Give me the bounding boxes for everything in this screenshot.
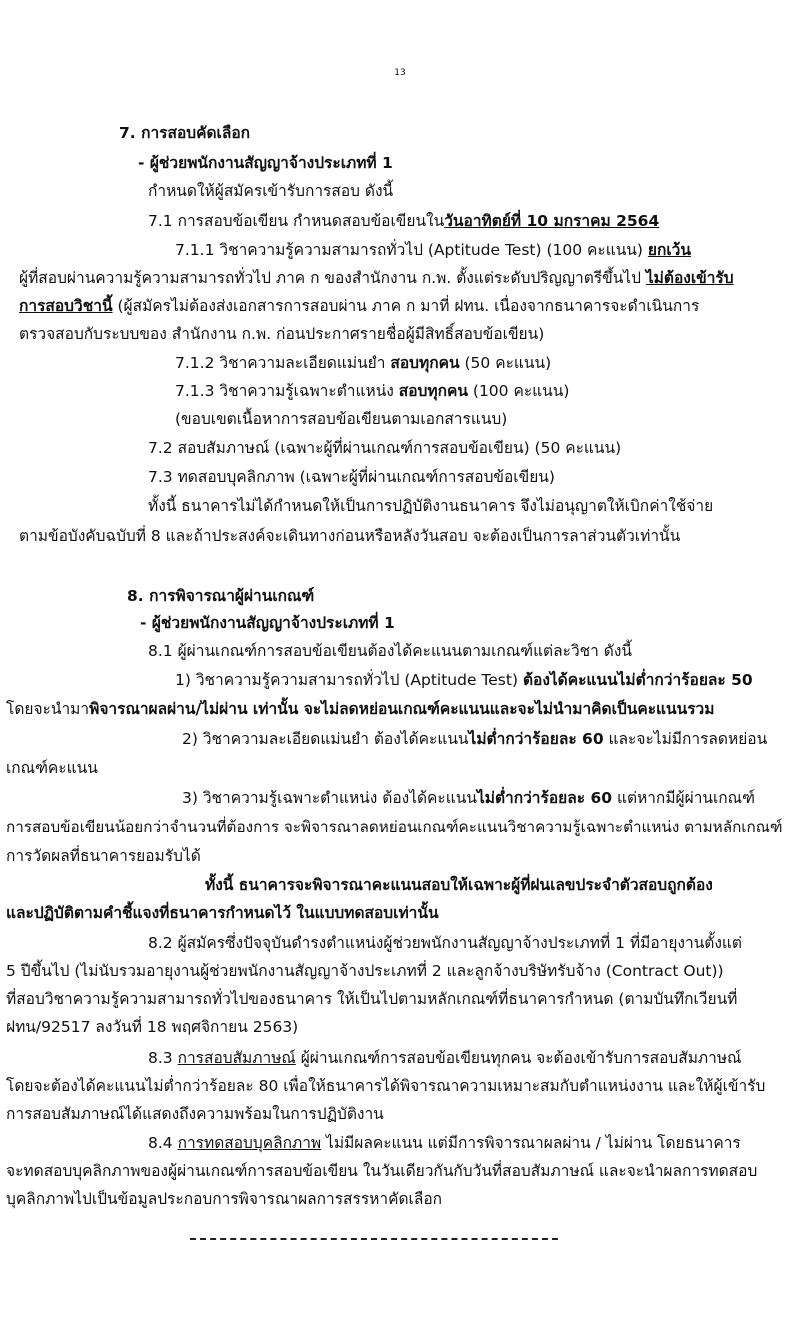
item-8-1: 8.1 ผู้ผ่านเกณฑ์การสอบข้อเขียนต้องได้คะแนนตามเกณฑ์แต่ละวิชา ดังนี้ <box>148 642 633 660</box>
item-7-1-1-line-2-bold: ไม่ต้องเข้ารับ <box>645 269 734 287</box>
item-8-3-title: การสอบสัมภาษณ์ <box>177 1049 296 1067</box>
criterion-3-bold: ไม่ต่ำกว่าร้อยละ 60 <box>476 789 613 807</box>
criterion-3-text: 3) วิชาความรู้เฉพาะตำแหน่ง ต้องได้คะแนน <box>182 789 477 807</box>
item-7-1-1-line-4: ตรวจสอบกับระบบของ สำนักงาน ก.พ. ก่อนประกาศรายชื่อผู้มีสิทธิ์สอบข้อเขียน) <box>19 325 545 343</box>
criterion-1 <box>175 667 753 693</box>
exam-date: วันอาทิตย์ที่ 10 มกราคม 2564 <box>444 212 660 230</box>
criterion-1-text: 1) วิชาความรู้ความสามารถทั่วไป (Aptitude Test) <box>175 671 523 689</box>
criterion-3-line-3: การวัดผลที่ธนาคารยอมรับได้ <box>6 847 201 865</box>
item-7-1-1-line-2 <box>19 265 734 291</box>
section-7-note-line-1: ทั้งนี้ ธนาคารไม่ได้กำหนดให้เป็นการปฏิบัติงานธนาคาร จึงไม่อนุญาตให้เบิกค่าใช้จ่าย <box>148 497 714 515</box>
item-8-4-line-3: บุคลิกภาพไปเป็นข้อมูลประกอบการพิจารณาผลการสรรหาคัดเลือก <box>6 1190 443 1208</box>
item-7-2: 7.2 สอบสัมภาษณ์ (เฉพาะผู้ที่ผ่านเกณฑ์การสอบข้อเขียน) (50 คะแนน) <box>148 439 622 457</box>
criterion-3-tail: แต่หากมีผู้ผ่านเกณฑ์ <box>612 789 755 807</box>
exam-scope-note: (ขอบเขตเนื้อหาการสอบข้อเขียนตามเอกสารแนบ) <box>175 410 508 428</box>
section-7-note-line-2: ตามข้อบังคับฉบับที่ 8 และถ้าประสงค์จะเดินทางก่อนหรือหลังวันสอบ จะต้องเป็นการลาส่วนตัวเท่านั้น <box>19 527 681 545</box>
section-7-subheading: - ผู้ช่วยพนักงานสัญญาจ้างประเภทที่ 1 <box>138 154 393 172</box>
item-7-1-1-line-3-text: (ผู้สมัครไม่ต้องส่งเอกสารการสอบผ่าน ภาค ก มาที่ ฝทน. เนื่องจากธนาคารจะดำเนินการ <box>112 297 700 315</box>
item-7-1-text: 7.1 การสอบข้อเขียน กำหนดสอบข้อเขียนใน <box>148 212 445 230</box>
item-7-1-1-line-3 <box>19 293 699 319</box>
item-8-4-line-2: จะทดสอบบุคลิกภาพของผู้ผ่านเกณฑ์การสอบข้อเขียน ในวันเดียวกันกับวันที่สอบสัมภาษณ์ และจะนำผลการทดสอบ <box>6 1162 758 1180</box>
item-8-2-line-3: ที่สอบวิชาความรู้ความสามารถทั่วไปของธนาคาร ให้เป็นไปตามหลักเกณฑ์ที่ธนาคารกำหนด (ตามบันทึกเวียนที่ <box>6 990 738 1008</box>
item-7-1-3-text: 7.1.3 วิชาความรู้เฉพาะตำแหน่ง <box>175 382 399 400</box>
item-8-4 <box>148 1130 741 1156</box>
item-7-1-3-bold: สอบทุกคน <box>398 382 468 400</box>
item-8-3-number: 8.3 <box>148 1049 178 1067</box>
item-7-1-3 <box>175 378 569 404</box>
warning-line-1: ทั้งนี้ ธนาคารจะพิจารณาคะแนนสอบให้เฉพาะผู้ที่ฝนเลขประจำตัวสอบถูกต้อง <box>205 876 713 894</box>
item-8-4-number: 8.4 <box>148 1134 178 1152</box>
item-7-1-2-text: 7.1.2 วิชาความละเอียดแม่นยำ <box>175 354 391 372</box>
item-8-4-text: ไม่มีผลคะแนน แต่มีการพิจารณาผลผ่าน / ไม่ผ่าน โดยธนาคาร <box>321 1134 741 1152</box>
criterion-2-line-2: เกณฑ์คะแนน <box>6 759 98 777</box>
criterion-3 <box>182 785 755 811</box>
item-8-2-line-4: ฝทน/92517 ลงวันที่ 18 พฤศจิกายน 2563) <box>6 1018 299 1036</box>
page-number: 13 <box>394 68 406 78</box>
item-8-2-line-2: 5 ปีขึ้นไป (ไม่นับรวมอายุงานผู้ช่วยพนักงานสัญญาจ้างประเภทที่ 2 และลูกจ้างบริษัทรับจ้าง (Contract Out)) <box>6 962 724 980</box>
item-8-3-line-2: โดยจะต้องได้คะแนนไม่ต่ำกว่าร้อยละ 80 เพื่อให้ธนาคารได้พิจารณาความเหมาะสมกับตำแหน่งงาน และให้ผู้เข้ารับ <box>6 1077 766 1095</box>
item-7-1-2-bold: สอบทุกคน <box>390 354 460 372</box>
criterion-2-tail: และจะไม่มีการลดหย่อน <box>603 730 768 748</box>
criterion-2 <box>182 726 767 752</box>
criterion-1-bold: ต้องได้คะแนนไม่ต่ำกว่าร้อยละ 50 <box>522 671 753 689</box>
item-7-1-2-tail: (50 คะแนน) <box>459 354 552 372</box>
item-7-1-1-line-2-text: ผู้ที่สอบผ่านความรู้ความสามารถทั่วไป ภาค ก ของสำนักงาน ก.พ. ตั้งแต่ระดับปริญญาตรีขึ้นไป <box>19 269 646 287</box>
criterion-1-line-2-text: โดยจะนำมา <box>6 700 90 718</box>
section-7-heading: 7. การสอบคัดเลือก <box>119 124 251 142</box>
criterion-2-bold: ไม่ต่ำกว่าร้อยละ 60 <box>468 730 604 748</box>
item-8-3-text: ผู้ผ่านเกณฑ์การสอบข้อเขียนทุกคน จะต้องเข้ารับการสอบสัมภาษณ์ <box>295 1049 742 1067</box>
item-7-1-2 <box>175 350 551 376</box>
item-8-3 <box>148 1045 741 1071</box>
item-7-1-3-tail: (100 คะแนน) <box>467 382 570 400</box>
warning-line-2: และปฏิบัติตามคำชี้แจงที่ธนาคารกำหนดไว้ ในแบบทดสอบเท่านั้น <box>6 904 439 922</box>
criterion-3-line-2: การสอบข้อเขียนน้อยกว่าจำนวนที่ต้องการ จะพิจารณาลดหย่อนเกณฑ์คะแนนวิชาความรู้เฉพาะตำแหน่ง ตามหลักเกณฑ์ <box>6 818 783 836</box>
section-7-intro: กำหนดให้ผู้สมัครเข้ารับการสอบ ดังนี้ <box>148 182 394 200</box>
item-8-2: 8.2 ผู้สมัครซึ่งปัจจุบันดำรงตำแหน่งผู้ช่วยพนักงานสัญญาจ้างประเภทที่ 1 ที่มีอายุงานตั้งแต่ <box>148 934 742 952</box>
item-8-3-line-3: การสอบสัมภาษณ์ได้แสดงถึงความพร้อมในการปฏิบัติงาน <box>6 1105 384 1123</box>
item-8-4-title: การทดสอบบุคลิกภาพ <box>177 1134 322 1152</box>
item-7-1-1-except: ยกเว้น <box>647 241 691 259</box>
criterion-1-line-2 <box>6 696 714 722</box>
criterion-2-text: 2) วิชาความละเอียดแม่นยำ ต้องได้คะแนน <box>182 730 469 748</box>
section-8-heading: 8. การพิจารณาผู้ผ่านเกณฑ์ <box>127 587 315 605</box>
criterion-1-line-2-bold: พิจารณาผลผ่าน/ไม่ผ่าน เท่านั้น จะไม่ลดหย่อนเกณฑ์คะแนนและจะไม่นำมาคิดเป็นคะแนนรวม <box>89 700 715 718</box>
end-of-section-divider <box>190 1238 558 1240</box>
item-7-1 <box>148 208 659 234</box>
section-8-subheading: - ผู้ช่วยพนักงานสัญญาจ้างประเภทที่ 1 <box>140 614 395 632</box>
item-7-1-1-line-3-bold: การสอบวิชานี้ <box>19 297 113 315</box>
item-7-1-1 <box>175 237 691 263</box>
item-7-1-1-text: 7.1.1 วิชาความรู้ความสามารถทั่วไป (Aptitude Test) (100 คะแนน) <box>175 241 648 259</box>
item-7-3: 7.3 ทดสอบบุคลิกภาพ (เฉพาะผู้ที่ผ่านเกณฑ์การสอบข้อเขียน) <box>148 468 555 486</box>
